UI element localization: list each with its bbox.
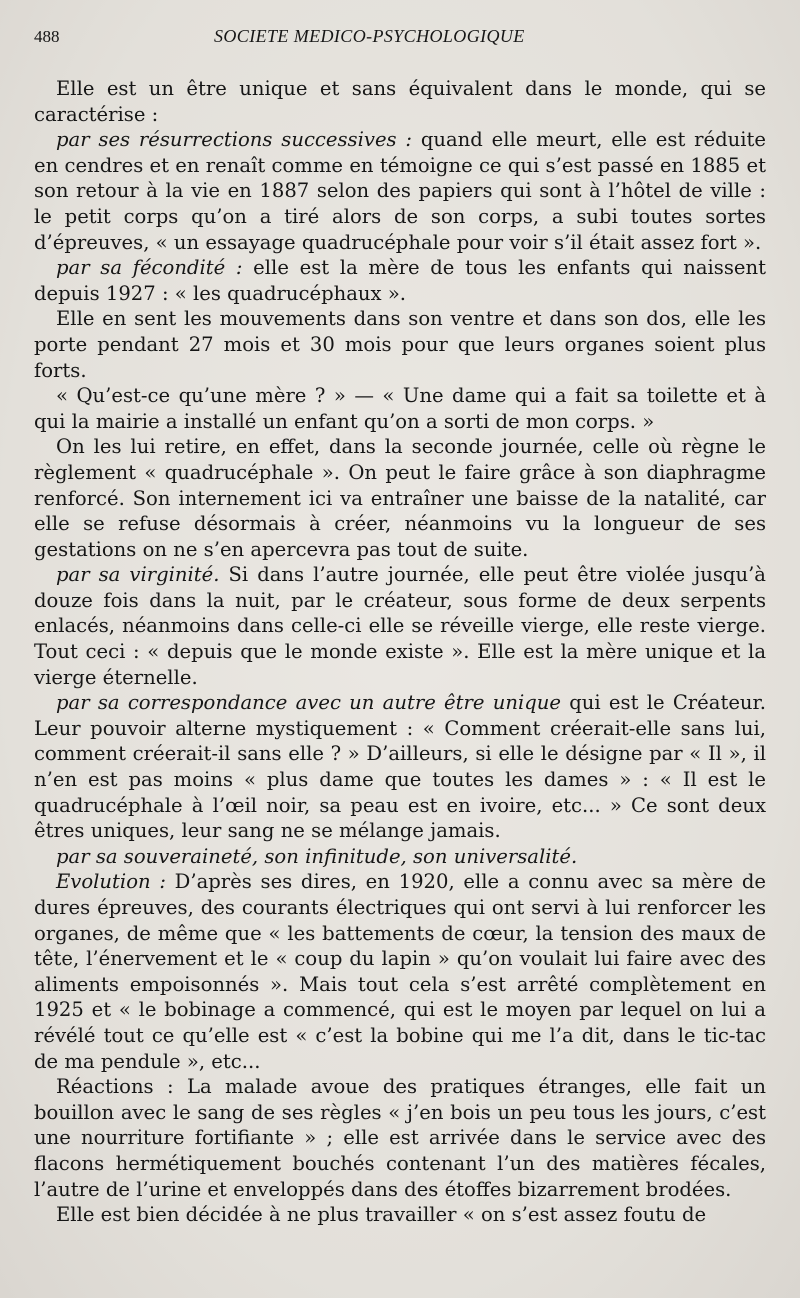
paragraph-text: D’après ses dires, en 1920, elle a connu avec sa mère de dures épreuves, des courants électriques qui ont servi à lui renforcer les organes, de même que « les battements de cœur, la tension des maux de tête, l’énervement et le « coup du lapin » qu’on voulait lui faire avec des aliments empoisonnés ». Mais tout cela s’est arrêté complètement en 1925 et « le bobinage a commencé, qui est le moyen par lequel on lui a révélé tout ce qu’elle est « c’est la bobine qui me l’a dit, dans le tic-tac de ma pendule », etc... [34,870,766,1073]
paragraph-text: Elle est un être unique et sans équivalent dans le monde, qui se caractérise : [34,77,766,126]
paragraph-lead: par sa virginité. [56,563,220,587]
paragraph-text: « Qu’est-ce qu’une mère ? » — « Une dame qui a fait sa toilette et à qui la mairie a installé un enfant qu’on a sorti de mon corps. » [34,384,766,433]
paragraph-text: On les lui retire, en effet, dans la seconde journée, celle où règne le règlement « quadrucéphale ». On peut le faire grâce à son diaphragme renforcé. Son internement ici va entraîner une baisse de la natalité, car elle se refuse désormais à créer, néanmoins vu la longueur de ses gestations on ne s’en apercevra pas tout de suite. [34,435,766,561]
paragraph [34,255,766,306]
running-title: SOCIETE MEDICO-PSYCHOLOGIQUE [214,26,525,46]
paragraph-lead: Evolution : [56,870,166,894]
paragraph [34,127,766,255]
paragraph [34,844,766,870]
paragraph [34,1202,766,1228]
paragraph-lead: par ses résurrections successives : [56,128,413,152]
paragraph [34,869,766,1074]
paragraph-text: Elle en sent les mouvements dans son ventre et dans son dos, elle les porte pendant 27 mois et 30 mois pour que leurs organes soient plus forts. [34,307,766,382]
body-text [34,76,766,1228]
paragraph [34,562,766,690]
paragraph [34,383,766,434]
paragraph-lead: par sa correspondance avec un autre être unique [56,691,561,715]
paragraph-text: qui est le Créateur. Leur pouvoir alterne mystiquement : « Comment créerait-elle sans lui, comment créerait-il sans elle ? » D’ailleurs, si elle le désigne par « Il », il n’en est pas moins « plus dame que toutes les dames » : « Il est le quadrucéphale à l’œil noir, sa peau est en ivoire, etc... » Ce sont deux êtres uniques, leur sang ne se mélange jamais. [34,691,766,843]
paragraph-lead: par sa fécondité : [56,256,243,280]
paragraph [34,690,766,844]
paragraph-text: Si dans l’autre journée, elle peut être violée jusqu’à douze fois dans la nuit, par le créateur, sous forme de deux serpents enlacés, néanmoins dans celle-ci elle se réveille vierge, elle reste vierge. Tout ceci : « depuis que le monde existe ». Elle est la mère unique et la vierge éternelle. [34,563,766,689]
page-number: 488 [34,27,60,46]
paragraph-lead: par sa souveraineté, son infinitude, son universalité. [56,844,578,868]
running-header [34,26,766,54]
paragraph [34,434,766,562]
paragraph-text: Elle est bien décidée à ne plus travailler « on s’est assez foutu de [56,1203,707,1227]
paragraph-text: elle est la mère de tous les enfants qui naissent depuis 1927 : « les quadrucéphaux ». [34,256,766,305]
paragraph [34,306,766,383]
paragraph [34,1074,766,1202]
paragraph [34,76,766,127]
paragraph-text: quand elle meurt, elle est réduite en cendres et en renaît comme en témoigne ce qui s’est passé en 1885 et son retour à la vie en 1887 selon des papiers qui sont à l’hôtel de ville : le petit corps qu’on a tiré alors de son corps, a subi toutes sortes d’épreuves, « un essayage quadrucéphale pour voir s’il était assez fort ». [34,128,766,254]
paragraph-text: Réactions : La malade avoue des pratiques étranges, elle fait un bouillon avec le sang de ses règles « j’en bois un peu tous les jours, c’est une nourriture fortifiante » ; elle est arrivée dans le service avec des flacons hermétiquement bouchés contenant l’un des matières fécales, l’autre de l’urine et enveloppés dans des étoffes bizarrement brodées. [34,1075,766,1201]
